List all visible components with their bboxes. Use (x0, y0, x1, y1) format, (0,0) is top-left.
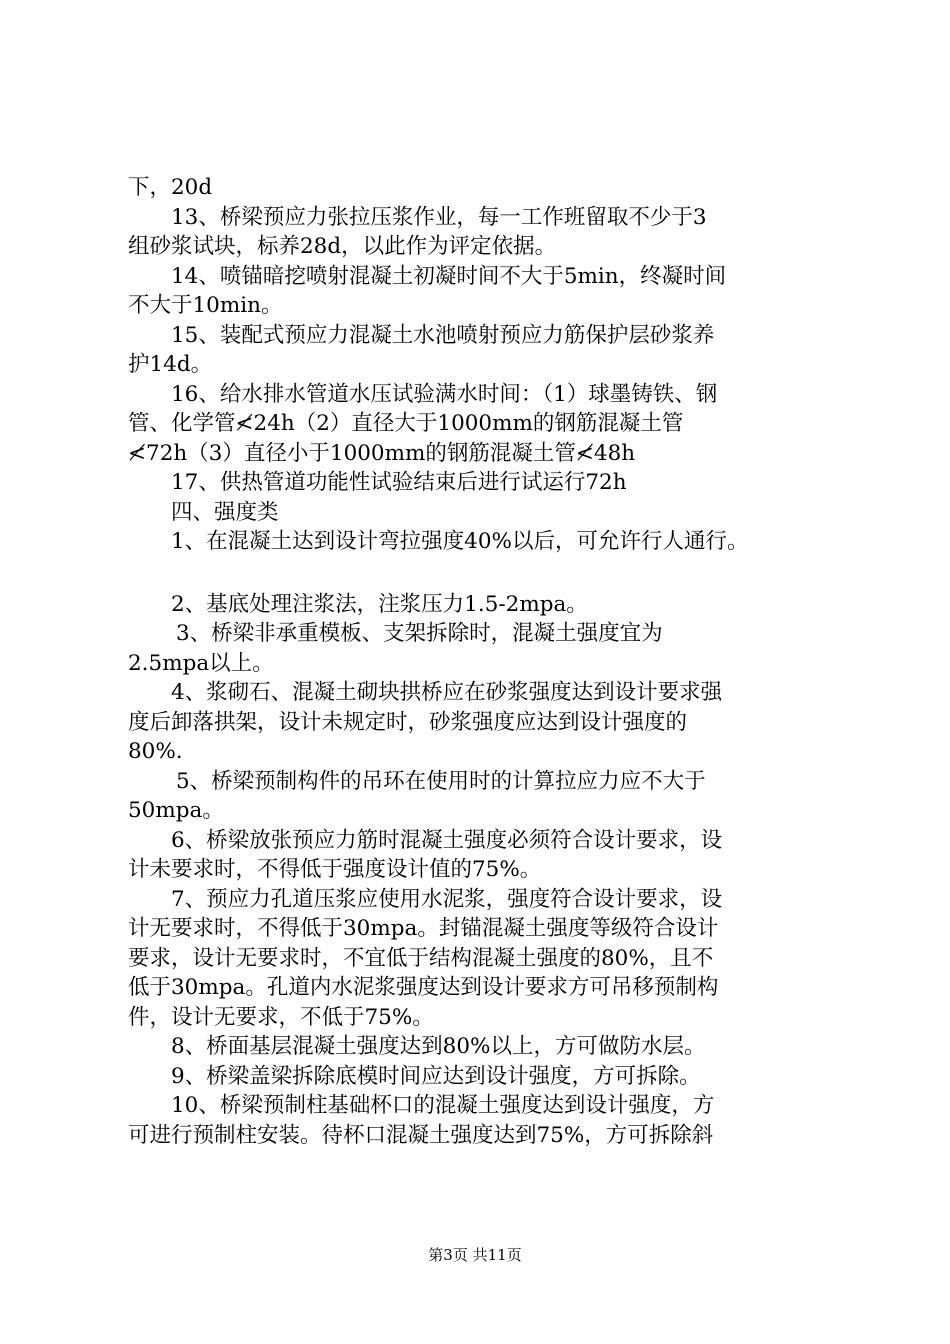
text-line: 15、装配式预应力混凝土水池喷射预应力筋保护层砂浆养 (171, 322, 715, 348)
text-line: 16、给水排水管道水压试验满水时间：（1）球墨铸铁、钢 (171, 381, 718, 407)
text-line: 低于30mpa。孔道内水泥浆强度达到设计要求方可吊移预制构 (128, 975, 719, 1000)
text-line: 计未要求时，不得低于强度设计值的75%。 (128, 857, 542, 882)
text-line: 计无要求时，不得低于30mpa。封锚混凝土强度等级符合设计 (128, 916, 719, 941)
text-line: 组砂浆试块，标养28d，以此作为评定依据。 (128, 234, 557, 259)
text-line: 5、桥梁预制构件的吊环在使用时的计算拉应力应不大于 (176, 768, 706, 794)
text-line: 度后卸落拱架，设计未规定时，砂浆强度应达到设计强度的 (128, 709, 688, 735)
text-line: 3、桥梁非承重模板、支架拆除时，混凝土强度宜为 (176, 621, 663, 646)
text-line: 6、桥梁放张预应力筋时混凝土强度必须符合设计要求，设 (171, 827, 723, 853)
text-line: 件，设计无要求，不低于75%。 (128, 1004, 434, 1030)
text-line: 护14d。 (128, 352, 213, 377)
text-line: 8、桥面基层混凝土强度达到80%以上，方可做防水层。 (171, 1034, 706, 1059)
text-line: 1、在混凝土达到设计弯拉强度40%以后，可允许行人通行。 (171, 529, 749, 554)
text-line: 7、预应力孔道压浆应使用水泥浆，强度符合设计要求，设 (171, 886, 723, 912)
text-line: 2.5mpa以上。 (128, 650, 274, 676)
text-line: 10、桥梁预制柱基础杯口的混凝土强度达到设计强度，方 (171, 1093, 715, 1118)
text-line: 80%. (128, 739, 183, 764)
text-line: 14、喷锚暗挖喷射混凝土初凝时间不大于5min，终凝时间 (171, 263, 727, 289)
text-line: 4、浆砌石、混凝土砌块拱桥应在砂浆强度达到设计要求强 (171, 680, 723, 705)
section-heading: 四、强度类 (171, 499, 279, 525)
text-line: 9、桥梁盖梁拆除底模时间应达到设计强度，方可拆除。 (171, 1063, 701, 1089)
text-line: 管、化学管≮24h（2）直径大于1000mm的钢筋混凝土管 (128, 411, 684, 436)
text-line: 2、基底处理注浆法，注浆压力1.5-2mpa。 (171, 591, 588, 617)
document-body (128, 173, 828, 1150)
page-number: 第3页 共11页 (428, 1246, 522, 1264)
text-line: 要求，设计无要求时，不宜低于结构混凝土强度的80%，且不 (128, 945, 714, 971)
text-line: ≮72h（3）直径小于1000mm的钢筋混凝土管≮48h (128, 440, 636, 466)
paragraph-gap (128, 557, 828, 590)
text-line: 不大于10min。 (128, 293, 283, 318)
text-line: 可进行预制柱安装。待杯口混凝土强度达到75%，方可拆除斜 (128, 1122, 714, 1148)
text-line: 50mpa。 (128, 798, 224, 823)
text-line: 下，20d (128, 175, 213, 200)
text-line: 17、供热管道功能性试验结束后进行试运行72h (171, 470, 627, 495)
text-line: 13、桥梁预应力张拉压浆作业，每一工作班留取不少于3 (171, 204, 707, 230)
